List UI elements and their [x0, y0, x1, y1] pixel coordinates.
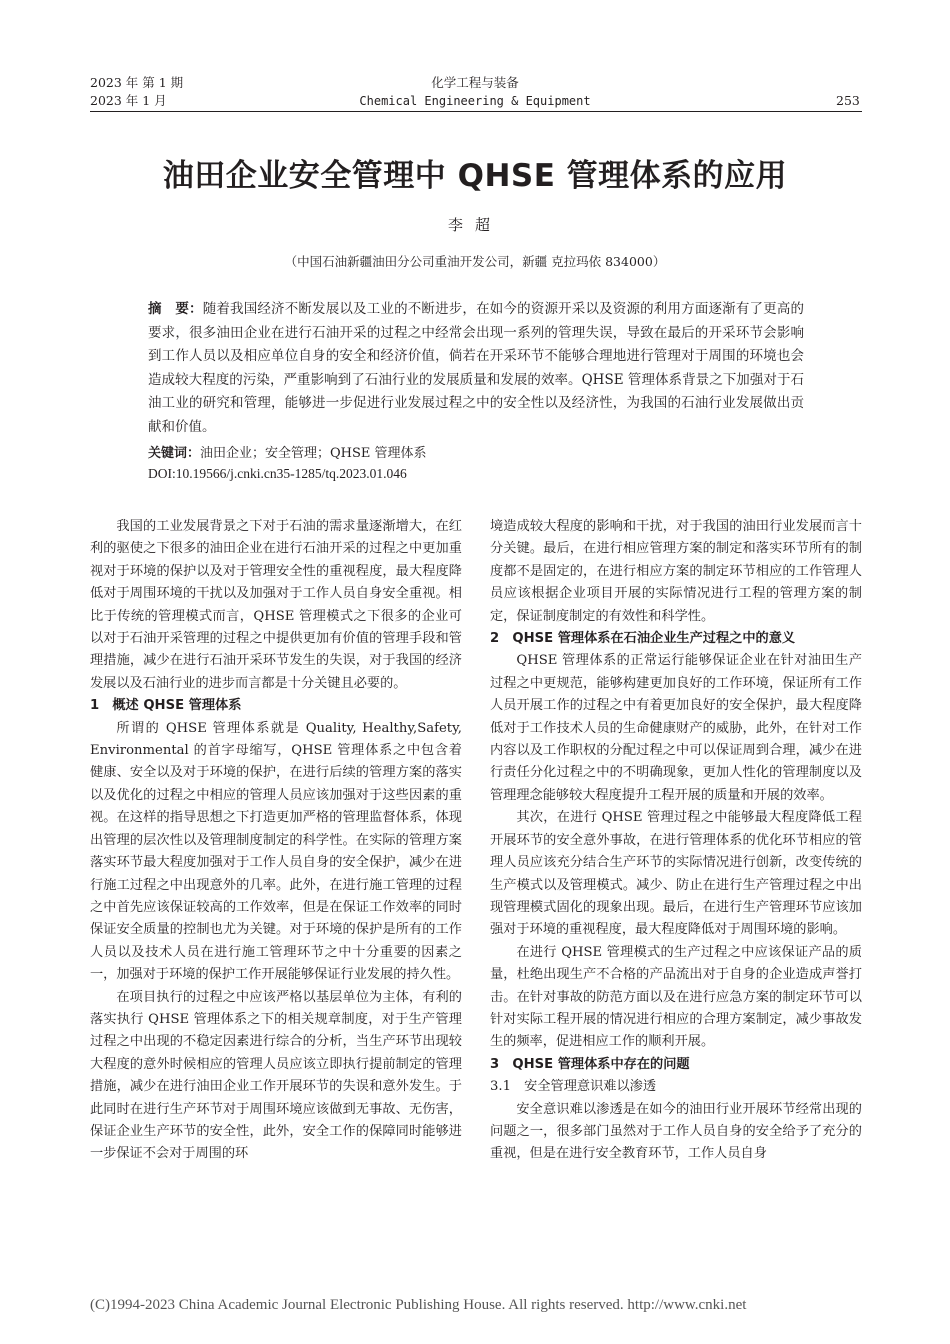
abstract [148, 298, 804, 439]
section-1-heading: 1 概述 QHSE 管理体系 [90, 698, 242, 714]
keywords-text: 油田企业；安全管理；QHSE 管理体系 [200, 446, 427, 461]
affiliation: （中国石油新疆油田分公司重油开发公司，新疆 克拉玛依 834000） [284, 254, 666, 269]
left-column [90, 516, 462, 1166]
paper-title: 油田企业安全管理中 QHSE 管理体系的应用 [162, 158, 788, 194]
section-2-paragraph-3: 在进行 QHSE 管理模式的生产过程之中应该保证产品的质量，杜绝出现生产不合格的产品流出对于自身的企业造成声誉打击。在针对事故的防范方面以及在进行应急方案的制定环节可以针对实际工程开展的情况进行相应的合理方案制定，减少事故发生的频率，促进相应工作的顺利开展。 [490, 944, 862, 1050]
abstract-label: 摘 要： [148, 301, 203, 317]
page-number: 253 [836, 93, 860, 108]
section-3-heading: 3 QHSE 管理体系中存在的问题 [490, 1056, 690, 1072]
journal-name-cn: 化学工程与装备 [431, 75, 519, 90]
issue-line-1: 2023 年 第 1 期 [90, 75, 184, 90]
copyright-footer: (C)1994-2023 China Academic Journal Electronic Publishing House. All rights reserved. http://www.cnki.net [90, 1297, 747, 1313]
continuation-paragraph: 境造成较大程度的影响和干扰，对于我国的油田行业发展而言十分关键。最后，在进行相应管理方案的制定和落实环节所有的制度都不是固定的，在进行相应方案的制定环节相应的工作管理人员应该根据企业项目开展的实际情况进行工程的管理方案的制定，保证制度制定的有效性和科学性。 [490, 519, 862, 624]
section-3-1-heading: 3.1 安全管理意识难以渗透 [490, 1079, 657, 1095]
section-3-1-paragraph-1: 安全意识难以渗透是在如今的油田行业开展环节经常出现的问题之一，很多部门虽然对于工作人员自身的安全给予了充分的重视，但是在进行安全教育环节，工作人员自身 [490, 1101, 862, 1162]
section-2-paragraph-1: QHSE 管理体系的正常运行能够保证企业在针对油田生产过程之中更规范，能够构建更加良好的工作环境，保证所有工作人员开展工作的过程之中有着更加良好的安全保护，最大程度降低对于工作技术人员的生命健康财产的威胁，此外，在针对工作内容以及工作职权的分配过程之中可以保证周到合理，减少在进行责任分化过程之中的不明确现象，更加人性化的管理制度以及管理理念能够较大程度提升工程开展的质量和开展的效率。 [490, 653, 862, 803]
section-1-paragraph-1: 所谓的 QHSE 管理体系就是 Quality, Healthy,Safety, Environmental 的首字母缩写，QHSE 管理体系之中包含着健康、安全以及对于环境的保护，在进行后续的管理方案的落实以及优化的过程之中相应的管理人员应该加强对于这些因素的重视。在这样的指导思想之下打造更加严格的管理监督体系，体现出管理的层次性以及管理制度制定的科学性。在实际的管理方案落实环节最大程度加强对于工作人员自身的安全保护，减少在进行施工过程之中出现意外的几率。此外，在进行施工管理的过程之中首先应该保证较高的工作效率，但是在保证工作效率的同时保证安全质量的控制也尤为关键。对于环境的保护是所有的工作人员以及技术人员在进行施工管理环节之中十分重要的因素之一，加强对于环境的保护工作开展能够保证行业发展的持久性。 [90, 720, 462, 983]
intro-paragraph: 我国的工业发展背景之下对于石油的需求量逐渐增大，在红利的驱使之下很多的油田企业在进行石油开采的过程之中更加重视对于环境的保护以及对于管理安全性的重视程度，最大程度降低对于周围环境的干扰以及加强对于工作人员自身安全重视。相比于传统的管理模式而言，QHSE 管理模式之下很多的企业可以对于石油开采管理的过程之中提供更加有价值的管理手段和管理措施，减少在进行石油开采环节发生的失误，对于我国的经济发展以及石油行业的进步而言都是十分关键且必要的。 [90, 519, 462, 691]
journal-name-en: Chemical Engineering & Equipment [359, 94, 591, 108]
abstract-text: 随着我国经济不断发展以及工业的不断进步，在如今的资源开采以及资源的利用方面逐渐有了更高的要求，很多油田企业在进行石油开采的过程之中经常会出现一系列的管理失误，导致在最后的开采环节会影响到工作人员以及相应单位自身的安全和经济价值，倘若在开采环节不能够合理地进行管理对于周围的环境也会造成较大程度的污染，严重影响到了石油行业的发展质量和发展的效率。QHSE 管理体系背景之下加强对于石油工业的研究和管理，能够进一步促进行业发展过程之中的安全性以及经济性，为我国的石油行业发展做出贡献和价值。 [148, 301, 805, 435]
issue-line-2: 2023 年 1 月 [90, 93, 167, 108]
section-1-paragraph-2: 在项目执行的过程之中应该严格以基层单位为主体，有利的落实执行 QHSE 管理体系之下的相关规章制度，对于生产管理过程之中出现的不稳定因素进行综合的分析，当生产环节出现较大程度的意外时候相应的管理人员应该立即执行提前制定的管理措施，减少在进行油田企业工作开展环节的失误和意外发生。于此同时在进行生产环节对于周围环境应该做到无事故、无伤害，保证企业生产环节的安全性，此外，安全工作的保障同时能够进一步保证不会对于周围的环 [90, 989, 462, 1162]
keywords [148, 442, 427, 461]
header-rule [90, 111, 862, 112]
section-2-heading: 2 QHSE 管理体系在石油企业生产过程之中的意义 [490, 631, 796, 647]
author-name: 李超 [447, 216, 502, 234]
doi: DOI:10.19566/j.cnki.cn35-1285/tq.2023.01.046 [148, 466, 407, 481]
right-column [490, 516, 862, 1166]
section-2-paragraph-2: 其次，在进行 QHSE 管理过程之中能够最大程度降低工程开展环节的安全意外事故，在进行管理体系的优化环节相应的管理人员应该充分结合生产环节的实际情况进行创新，改变传统的生产模式以及管理模式。减少、防止在进行生产管理过程之中出现管理模式固化的现象出现。最后，在进行生产管理环节应该加强对于环境的重视程度，最大程度降低对于周围环境的影响。 [490, 810, 862, 938]
keywords-label: 关键词： [148, 446, 201, 461]
